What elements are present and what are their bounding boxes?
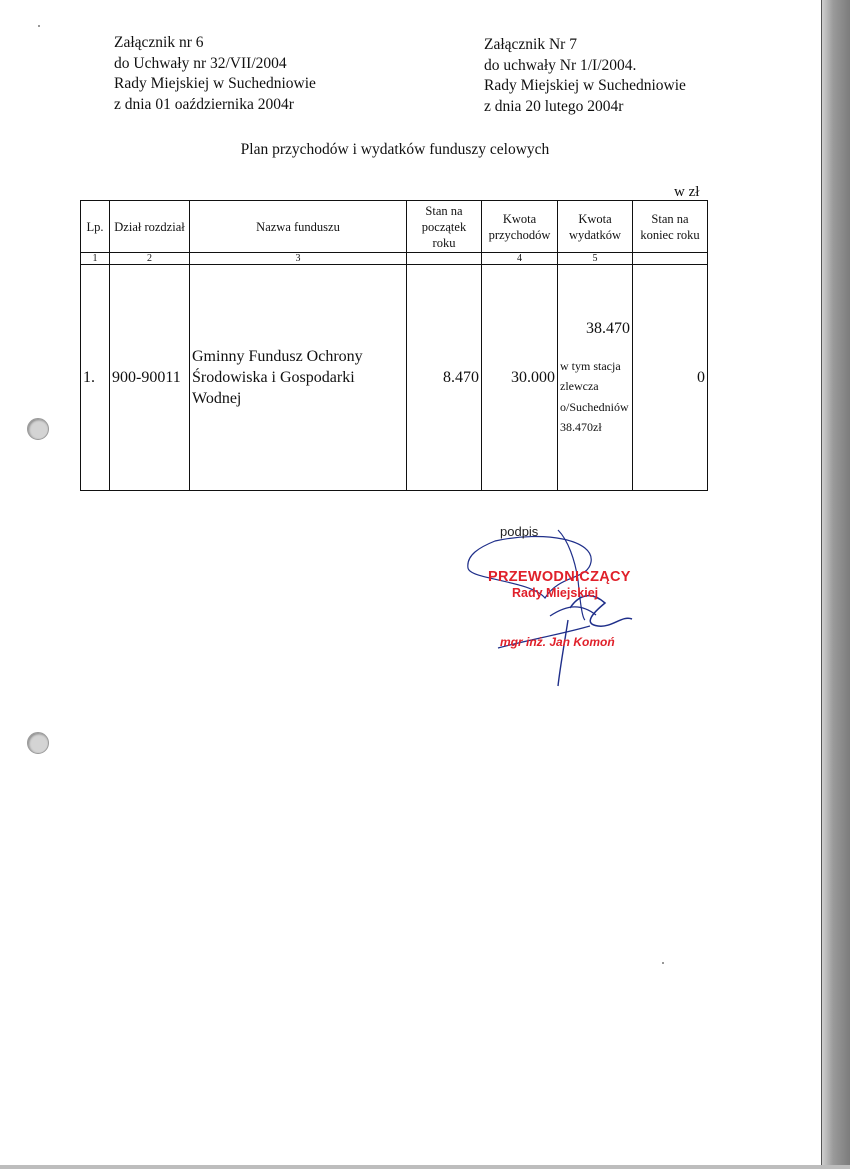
expense-note-line: w tym stacja — [560, 358, 621, 373]
header-wydatki: Kwota wydatków — [558, 201, 633, 253]
signature-block — [450, 520, 670, 700]
left-header — [114, 33, 316, 115]
cell-wydatki — [558, 265, 633, 491]
funds-table — [80, 200, 708, 491]
header-stan-poczatek: Stan na początek roku — [407, 201, 482, 253]
scan-speck — [662, 962, 664, 964]
right-header-line: z dnia 20 lutego 2004r — [484, 97, 624, 115]
right-header — [484, 35, 686, 117]
expense-note-line: zlewcza — [560, 379, 599, 393]
expense-note-line: o/Suchedniów — [560, 399, 629, 414]
header-przychody: Kwota przychodów — [482, 201, 558, 253]
punch-hole-top — [27, 418, 49, 440]
page-title: Plan przychodów i wydatków funduszy celowych — [240, 141, 550, 158]
currency-unit: w zł — [674, 184, 700, 200]
cell-przychody: 30.000 — [482, 265, 558, 491]
stamp-council: Rady Miejskiej — [512, 586, 599, 600]
signature-label: podpis — [500, 524, 539, 539]
cell-stan-poczatek: 8.470 — [407, 265, 482, 491]
scan-speck — [38, 25, 40, 27]
column-number: 2 — [110, 253, 190, 265]
cell-nazwa: Gminny Fundusz Ochrony Środowiska i Gospodarki Wodnej — [190, 265, 407, 491]
right-header-line: do uchwały Nr 1/I/2004. — [484, 56, 637, 74]
header-lp: Lp. — [81, 201, 110, 253]
column-number — [407, 253, 482, 265]
header-stan-koniec: Stan na koniec roku — [633, 201, 708, 253]
handwritten-signature — [450, 520, 670, 700]
column-number: 3 — [190, 253, 407, 265]
cell-dzial: 900-90011 — [110, 265, 190, 491]
left-header-line: do Uchwały nr 32/VII/2004 — [114, 54, 287, 72]
expense-note-line: 38.470zł — [560, 420, 602, 434]
cell-stan-koniec: 0 — [633, 265, 708, 491]
column-number: 1 — [81, 253, 110, 265]
left-header-line: Rady Miejskiej w Suchedniowie — [114, 75, 316, 92]
scan-bottom-edge — [0, 1165, 850, 1169]
page-edge — [821, 0, 822, 1169]
column-number-row — [81, 253, 708, 265]
column-number — [633, 253, 708, 265]
punch-hole-bottom — [27, 732, 49, 754]
cell-lp: 1. — [81, 265, 110, 491]
table-header-row — [81, 201, 708, 253]
header-nazwa: Nazwa funduszu — [190, 201, 407, 253]
column-number: 5 — [558, 253, 633, 265]
stamp-title: PRZEWODNICZĄCY — [488, 569, 631, 585]
table-row — [81, 265, 708, 491]
right-header-line: Rady Miejskiej w Suchedniowie — [484, 77, 686, 94]
header-dzial: Dział rozdział — [110, 201, 190, 253]
scanner-edge-shadow — [822, 0, 850, 1169]
right-header-line: Załącznik Nr 7 — [484, 36, 577, 53]
column-number: 4 — [482, 253, 558, 265]
expense-note — [560, 356, 633, 438]
left-header-line: Załącznik nr 6 — [114, 34, 204, 51]
stamp-name: mgr inż. Jan Komoń — [500, 635, 615, 649]
cell-wydatki-value: 38.470 — [586, 319, 630, 337]
left-header-line: z dnia 01 oaździernika 2004r — [114, 95, 294, 113]
